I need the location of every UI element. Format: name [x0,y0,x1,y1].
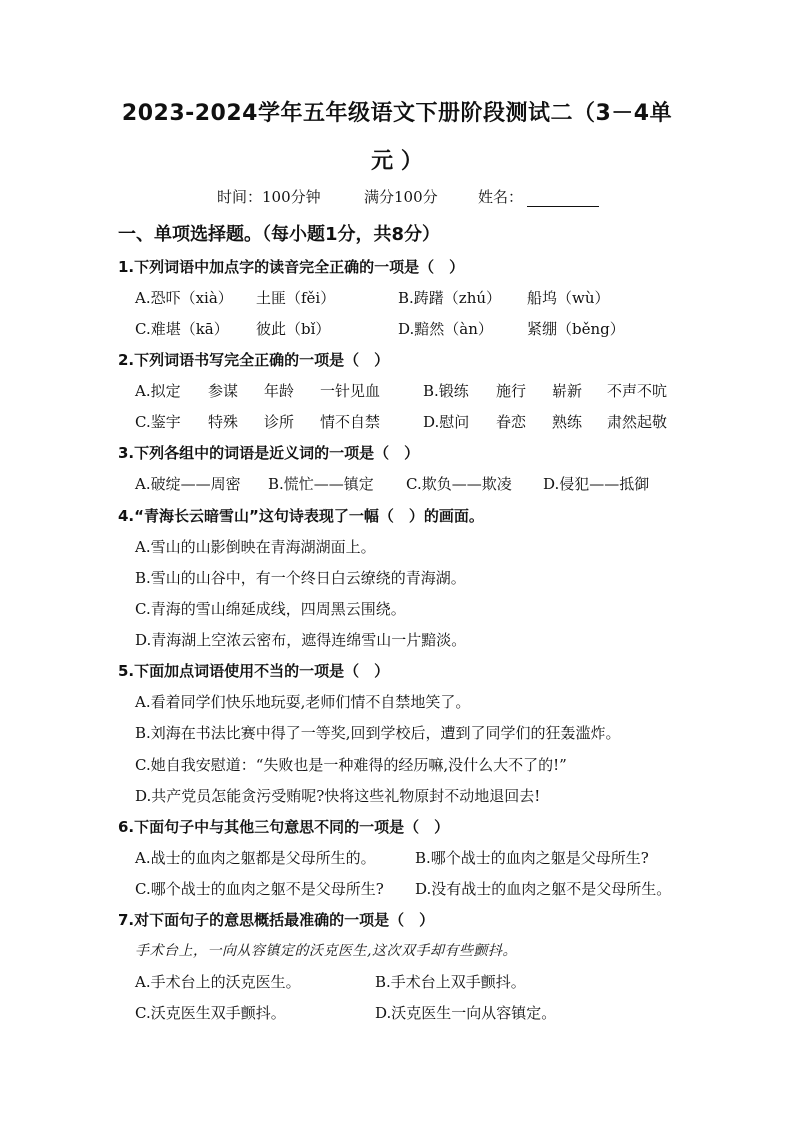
option-word: 熟练 [552,413,583,431]
option-word: 紧绷（běng） [527,320,625,338]
option-word: 土匪（fěi） [256,289,336,307]
option[interactable]: A.雪山的山影倒映在青海湖湖面上。 [135,538,376,556]
option[interactable]: A.战士的血肉之躯都是父母所生的。 [135,849,376,867]
option[interactable]: C.青海的雪山绵延成线，四周黑云围绕。 [135,600,406,618]
option[interactable]: D.侵犯——抵御 [543,475,650,493]
option-word: 参谋 [208,382,239,400]
option-word: 年龄 [264,382,295,400]
option[interactable]: B.雪山的山谷中，有一个终日白云缭绕的青海湖。 [135,569,466,587]
name-field[interactable] [478,186,599,207]
option-word: 彼此（bǐ） [256,320,331,338]
option[interactable]: D.黯然（àn） [398,320,493,338]
question-stem: 2.下列词语书写完全正确的一项是（ ） [118,351,390,369]
option[interactable]: A.恐吓（xià） [135,289,233,307]
question-stem: 5.下面加点词语使用不当的一项是（ ） [118,662,390,680]
option-word: 肃然起敬 [607,413,668,431]
section-heading: 一、单项选择题。（每小题1分，共8分） [118,224,441,245]
exam-title-line2: 元 ） [371,149,423,174]
question-quote: 手术台上，一向从容镇定的沃克医生,这次双手却有些颤抖。 [135,943,517,959]
name-blank-line[interactable] [527,190,599,207]
question-stem: 6.下面句子中与其他三句意思不同的一项是（ ） [118,818,450,836]
option[interactable]: C.欺负——欺凌 [406,475,512,493]
option[interactable]: D.没有战士的血肉之躯不是父母所生。 [415,880,672,898]
exam-title-line1: 2023-2024学年五年级语文下册阶段测试二（3－4单 [121,101,673,126]
option[interactable]: B.慌忙——镇定 [268,475,374,493]
option[interactable]: B.手术台上双手颤抖。 [375,973,526,991]
option[interactable]: D.沃克医生一向从容镇定。 [375,1004,557,1022]
option[interactable]: C.沃克医生双手颤抖。 [135,1004,286,1022]
option[interactable]: A.破绽——周密 [135,475,241,493]
option[interactable]: B.踌躇（zhú） [398,289,502,307]
option-word: 崭新 [552,382,583,400]
question-stem: 4.“青海长云暗雪山”这句诗表现了一幅（ ）的画面。 [118,507,484,525]
option-word: 情不自禁 [320,413,381,431]
option[interactable]: B.刘海在书法比赛中得了一等奖,回到学校后，遭到了同学们的狂轰滥炸。 [135,724,621,742]
option[interactable]: B.哪个战士的血肉之躯是父母所生? [415,849,649,867]
question-stem: 1.下列词语中加点字的读音完全正确的一项是（ ） [118,258,465,276]
option-word: 特殊 [208,413,239,431]
question-stem: 7.对下面句子的意思概括最准确的一项是（ ） [118,911,435,929]
option[interactable]: D.共产党员怎能贪污受贿呢?快将这些礼物原封不动地退回去! [135,787,541,805]
option[interactable]: B.锻练 [423,382,469,400]
option[interactable]: C.鉴宇 [135,413,181,431]
option-word: 施行 [496,382,527,400]
option[interactable]: C.哪个战士的血肉之躯不是父母所生? [135,880,384,898]
option[interactable]: C.难堪（kā） [135,320,229,338]
option-word: 眷恋 [496,413,527,431]
question-stem: 3.下列各组中的词语是近义词的一项是（ ） [118,444,420,462]
option[interactable]: C.她自我安慰道：“失败也是一种难得的经历嘛,没什么大不了的!” [135,756,567,774]
option[interactable]: A.拟定 [135,382,181,400]
option-word: 诊所 [264,413,295,431]
exam-time: 时间：100分钟 [217,188,321,206]
option[interactable]: D.慰问 [423,413,470,431]
option-word: 船坞（wù） [527,289,610,307]
name-label: 姓名： [478,188,524,206]
option[interactable]: A.看着同学们快乐地玩耍,老师们情不自禁地笑了。 [135,693,471,711]
option[interactable]: A.手术台上的沃克医生。 [135,973,301,991]
option-word: 不声不吭 [607,382,668,400]
exam-full-score: 满分100分 [364,188,438,206]
option[interactable]: D.青海湖上空浓云密布，遮得连绵雪山一片黯淡。 [135,631,467,649]
option-word: 一针见血 [320,382,381,400]
